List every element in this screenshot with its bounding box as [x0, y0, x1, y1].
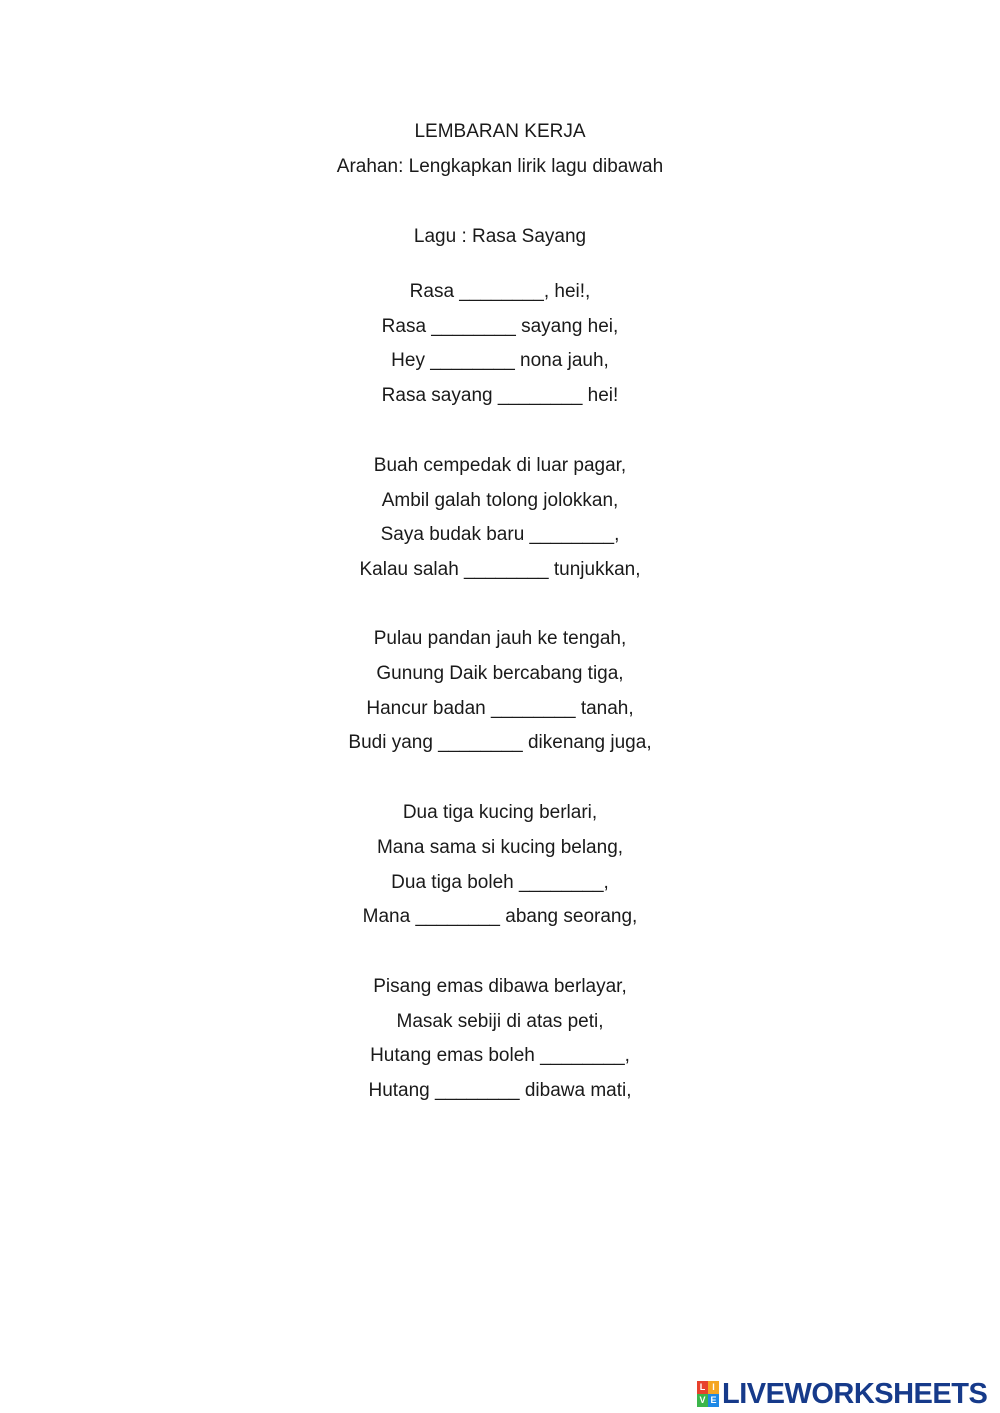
lyric-line: Rasa ________ sayang hei, — [381, 316, 619, 337]
logo-icon — [697, 1381, 719, 1407]
lyric-line: Ambil galah tolong jolokkan, — [381, 490, 619, 511]
lyric-line: Hey ________ nona jauh, — [391, 350, 609, 371]
lyric-line: Pulau pandan jauh ke tengah, — [373, 628, 627, 649]
lyric-line: Dua tiga kucing berlari, — [402, 802, 598, 823]
song-title: Lagu : Rasa Sayang — [413, 226, 587, 247]
lyric-line: Budi yang ________ dikenang juga, — [348, 732, 652, 753]
lyric-line: Saya budak baru ________, — [380, 524, 620, 545]
logo-mark-letter: I — [708, 1381, 719, 1394]
lyric-line: Mana sama si kucing belang, — [376, 837, 624, 858]
lyric-line: Dua tiga boleh ________, — [391, 872, 609, 893]
lyric-line: Gunung Daik bercabang tiga, — [376, 663, 624, 684]
lyric-line: Hutang ________ dibawa mati, — [368, 1080, 632, 1101]
worksheet-title: LEMBARAN KERJA — [414, 121, 586, 142]
logo-text: LIVEWORKSHEETS — [722, 1378, 988, 1410]
lyric-line: Rasa sayang ________ hei! — [381, 385, 619, 406]
logo-mark-letter: L — [697, 1381, 708, 1394]
instruction-text: Arahan: Lengkapkan lirik lagu dibawah — [336, 156, 664, 177]
lyric-line: Mana ________ abang seorang, — [362, 906, 638, 927]
lyric-line: Pisang emas dibawa berlayar, — [373, 976, 627, 997]
lyric-line: Rasa ________, hei!, — [409, 281, 591, 302]
lyric-line: Masak sebiji di atas peti, — [396, 1011, 604, 1032]
lyric-line: Buah cempedak di luar pagar, — [373, 455, 627, 476]
lyric-line: Hancur badan ________ tanah, — [366, 698, 634, 719]
logo-mark-letter: V — [697, 1394, 708, 1407]
lyric-line: Hutang emas boleh ________, — [370, 1045, 630, 1066]
liveworksheets-logo — [697, 1379, 987, 1409]
lyric-line: Kalau salah ________ tunjukkan, — [359, 559, 641, 580]
logo-mark-letter: E — [708, 1394, 719, 1407]
